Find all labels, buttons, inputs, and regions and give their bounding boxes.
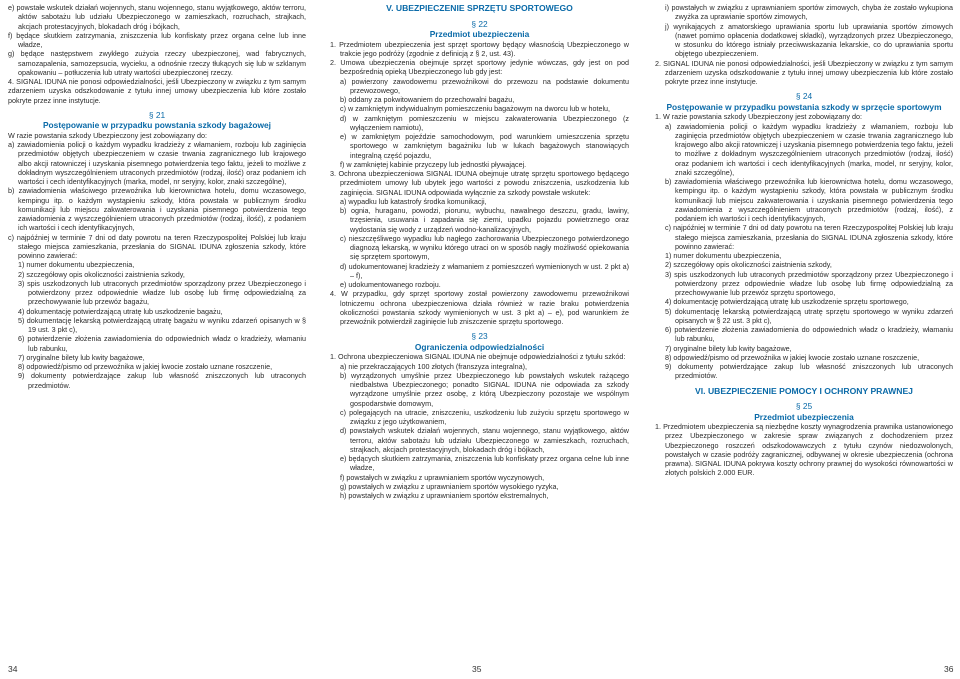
list-item: 7) oryginalne bilety lub kwity bagażowe,	[18, 352, 145, 362]
section-heading: Postępowanie w przypadku powstania szkody bagażowej	[42, 120, 272, 131]
list-item: 4) dokumentację potwierdzającą utratę lub uszkodzenie bagażu,	[18, 306, 223, 316]
list-item: 6) potwierdzenie złożenia zawiadomienia do odpowiednich władz o kradzieży, włamaniu lub rabunku,	[18, 334, 306, 353]
list-item: a) wypadku lub katastrofy środka komunikacji,	[340, 196, 487, 206]
list-item: c) polegających na utracie, zniszczeniu, uszkodzeniu lub zużyciu sprzętu sportowego w związku z jego użytkowaniem,	[340, 407, 629, 426]
list-item: 8) odpowiedź/pismo od przewoźnika w jakiej kwocie zostało uznane roszczenie,	[665, 352, 920, 362]
section-number: § 25	[795, 401, 813, 411]
list-item: d) powstałych wskutek działań wojennych, stanu wojennego, stanu wyjątkowego, aktów terroru, aktów sabotażu lub udziału Ubezpieczonego w zamieszkach, rozruchach, strajkach, akcjach protestacyjnych, blokadach dróg i bójkach,	[340, 426, 629, 454]
list-item: a) zawiadomienia policji o każdym wypadku kradzieży z włamaniem, rozboju lub zaginięcia przedmiotów objętych ubezpieczeniem w czasie trwania zagranicznego lub krajowego albo akcji ratowniczej i uzyskania pisemnego potwierdzenia tego faktu, jeżeli to możliwe z dokładnym wyszczególnieniem utraconych przedmiotów (rodzaj, ilość) oraz podaniem ich wartości i cech identyfikacyjnych (marka, model, nr seryjny, kolor, znaki szczególne),	[665, 121, 953, 177]
list-item: 1. W razie powstania szkody Ubezpieczony jest zobowiązany do:	[655, 112, 862, 122]
list-item: 6) potwierdzenie złożenia zawiadomienia do odpowiednich władz o kradzieży, włamaniu lub rabunku,	[665, 325, 953, 344]
list-item: d) udokumentowanej kradzieży z włamaniem z pomieszczeń wymienionych w ust. 2 pkt a) – f),	[340, 261, 629, 280]
list-item: f) będące skutkiem zatrzymania, zniszczenia lub konfiskaty przez organa celne lub inne władze,	[8, 30, 306, 49]
list-item: e) udokumentowanego rozboju.	[340, 280, 441, 289]
list-item: 7) oryginalne bilety lub kwity bagażowe,	[665, 343, 792, 353]
section-number: § 23	[471, 331, 488, 342]
list-item: a) nie przekraczających 100 złotych (franszyza integralna),	[340, 361, 527, 371]
list-item: 4. W przypadku, gdy sprzęt sportowy został powierzony zawodowemu przewoźnikowi lotniczemu ochrona ubezpieczeniowa działa również w razie braku potwierdzenia okoliczności powstania szkody wymienionych w ust. 3 pkt a) – e), pod warunkiem że przewoźnik potwierdził zaginięcie lub zniszczenie sprzętu sportowego.	[330, 289, 629, 326]
list-item: c) nieszczęśliwego wypadku lub nagłego zachorowania Ubezpieczonego potwierdzonego diagnozą lekarską, w wyniku którego utraci on w sposób nagły możliwość opiekowania się sprzętem sportowym,	[340, 233, 629, 262]
list-item: a) zawiadomienia policji o każdym wypadku kradzieży z włamaniem, rozboju lub zaginięcia przedmiotów objętych ubezpieczeniem w czasie trwania zagranicznego lub krajowego albo akcji ratowniczej i uzyskania pisemnego potwierdzenia tego faktu, jeżeli to możliwe z dokładnym wyszczególnieniem utraconych przedmiotów (rodzaj, ilość) oraz podaniem ich wartości i cech identyfikacyjnych (marka, model, nr seryjny, kolor, znaki szczególne),	[8, 140, 306, 186]
list-item: 9) dokumenty potwierdzające zakup lub własność zniszczonych lub utraconych przedmiotów.	[665, 362, 953, 381]
list-item: 5) dokumentację lekarską potwierdzającą utratę bagażu w wyniku zdarzeń opisanych w § 19 ust. 3 pkt c),	[18, 315, 306, 334]
section-heading: Przedmiot ubezpieczenia	[754, 411, 854, 422]
list-item: i) powstałych w związku z uprawnianiem sportów zimowych, chyba że zostało wykupiona zwyżka za uprawianie sportów zimowych,	[665, 3, 953, 22]
list-item: e) będących skutkiem zatrzymania, zniszczenia lub konfiskaty przez organa celne lub inne władze,	[340, 454, 629, 473]
list-item: g) powstałych w związku z uprawnianiem sportów wysokiego ryzyka,	[340, 481, 559, 491]
column-middle	[330, 3, 629, 500]
list-item: 2) szczegółowy opis okoliczności zaistnienia szkody,	[18, 269, 185, 279]
section-number: § 24	[795, 91, 813, 102]
section-heading: Przedmiot ubezpieczenia	[429, 29, 530, 39]
section-number: § 22	[471, 18, 488, 29]
list-item: b) zawiadomienia właściwego przewoźnika lub kierownictwa hotelu, domu wczasowego, kempingu itp. o każdym wystąpieniu szkody, która powstała w publicznym środku komunikacji lub miejscu zakwaterowania i uzyskania pisemnego potwierdzenia tego zawiadomienia z wyszczególnieniem utraconych przedmiotów (rodzaj, ilość), z podaniem ich wartości i cech identyfikacyjnych,	[665, 177, 953, 223]
column-right	[655, 3, 953, 478]
list-item: 1) numer dokumentu ubezpieczenia,	[665, 251, 782, 260]
list-item: b) ognia, huraganu, powodzi, piorunu, wybuchu, nawalnego deszczu, gradu, lawiny, trzęsienia, usuwania i zapadania się ziemi, upadku pojazdu powietrznego oraz wydostania się wody z urządzeń wodno-kanalizacyjnych,	[340, 206, 629, 234]
section-heading: Ograniczenia odpowiedzialności	[414, 341, 545, 352]
list-item: h) powstałych w związku z uprawnianiem sportów ekstremalnych,	[340, 491, 549, 500]
list-item: 2) szczegółowy opis okoliczności zaistnienia szkody,	[665, 260, 832, 270]
section-number: § 21	[148, 109, 166, 120]
list-item: b) zawiadomienia właściwego przewoźnika lub kierownictwa hotelu, domu wczasowego, kempingu itp. o każdym wystąpieniu szkody, która powstała w publicznym środku komunikacji lub miejscu zakwaterowania i uzyskania pisemnego potwierdzenia tego zawiadomienia z wyszczególnieniem utraconych przedmiotów (rodzaj, ilość), z podaniem ich wartości i cech identyfikacyjnych,	[8, 186, 306, 233]
list-item: c) najpóźniej w terminie 7 dni od daty powrotu na teren Rzeczypospolitej Polskiej lub kraju stałego miejsca zamieszkania, przesłania do SIGNAL IDUNA zgłoszenia szkody, które powinno zawierać:	[8, 232, 306, 260]
list-item: a) powierzony zawodowemu przewoźnikowi do przewozu na podstawie dokumentu przewozowego,	[340, 76, 629, 95]
list-item: d) w zamkniętym pomieszczeniu w miejscu zakwaterowania Ubezpieczonego (z wyłączeniem namiotu),	[340, 113, 629, 132]
list-item: 1. Przedmiotem ubezpieczenia jest sprzęt sportowy będący własnością Ubezpieczonego w trakcie jego podróży (zgodnie z definicją z § 2, ust. 43).	[330, 39, 629, 58]
list-item: j) wynikających z amatorskiego uprawiania sportu lub uprawiania sportów zimowych (nawet pomimo opłacenia dodatkowej składki), wyrządzonych przez Ubezpieczonego, w stosunku do którego istniały przeciwwskazania lekarskie, co do uprawiania sportu objętego ubezpieczeniem.	[665, 21, 953, 59]
list-item: b) oddany za pokwitowaniem do przechowalni bagażu,	[340, 95, 515, 104]
list-item: e) powstałe wskutek działań wojennych, stanu wojennego, stanu wyjątkowego, aktów terroru, aktów sabotażu lub udziału Ubezpieczonego w zamieszkach, rozruchach, strajkach, akcjach protestacyjnych, blokadach dróg i bójkach,	[8, 3, 306, 31]
list-item: 2. Umowa ubezpieczenia obejmuje sprzęt sportowy jedynie wówczas, gdy jest on pod bezpośrednią opieką Ubezpieczonego lub gdy jest:	[330, 58, 629, 77]
chapter-heading: VI. UBEZPIECZENIE POMOCY I OCHRONY PRAWNEJ	[695, 385, 913, 396]
section-heading: Postępowanie w przypadku powstania szkody w sprzęcie sportowym	[666, 101, 942, 112]
list-item: f) w zamkniętej kabinie przyczepy lub jednostki pływającej.	[340, 159, 527, 169]
page-number-right: 36	[944, 664, 954, 674]
paragraph: 4. SIGNAL IDUNA nie ponosi odpowiedzialności, jeśli Ubezpieczony w związku z tym samym zdarzeniem uzyska odszkodowanie z tytułu innej umowy ubezpieczenia lub które zostało pokryte przez inne instytucje.	[8, 77, 306, 105]
list-item: 3) spis uszkodzonych lub utraconych przedmiotów sporządzony przez Ubezpieczonego i potwierdzony przez odpowiednie władze lub osobę lub firmę odpowiedzialną za przechowywanie lub przewóz sprzętu sportowego,	[665, 269, 953, 297]
page-number-left: 34	[8, 664, 18, 674]
list-item: f) powstałych w związku z uprawnianiem sportów wyczynowych,	[340, 472, 545, 482]
list-item: 1. Przedmiotem ubezpieczenia są niezbędne koszty wynagrodzenia prawnika ustanowionego przez Ubezpieczonego w zakresie spraw związanych z dochodzeniem przez Ubezpieczonego roszczeń odszkodowawczych z tytułu czynów niedozwolonych, powstałych w czasie podróży zagranicznej, odbywanej w okresie ubezpieczenia (ochrona prawna). SIGNAL IDUNA pokrywa koszty ochrony prawnej do wysokości równowartości w złotych polskich 2.000 EUR.	[655, 422, 953, 478]
list-item: 1. Ochrona ubezpieczeniowa SIGNAL IDUNA nie obejmuje odpowiedzialności z tytułu szkód:	[330, 352, 626, 362]
page-number-middle: 35	[472, 664, 482, 674]
column-left	[8, 3, 306, 390]
paragraph: W razie powstania szkody Ubezpieczony jest zobowiązany do:	[8, 130, 207, 140]
list-item: 2. SIGNAL IDUNA nie ponosi odpowiedzialności, jeśli Ubezpieczony w związku z tym samym zdarzeniem uzyska odszkodowanie z tytułu innej umowy ubezpieczenia lub które zostało pokryte przez inne instytucje.	[655, 58, 953, 86]
list-item: 1) numer dokumentu ubezpieczenia,	[18, 260, 135, 270]
list-item: 4) dokumentację potwierdzającą utratę lub uszkodzenie sprzętu sportowego,	[665, 297, 909, 307]
list-item: e) w zamkniętym pojeździe samochodowym, pod warunkiem umieszczenia sprzętu sportowego w zamkniętym bagażniku lub w lukach bagażowych stanowiących integralną część pojazdu,	[340, 132, 629, 160]
list-item: b) wyrządzonych umyślnie przez Ubezpieczonego lub powstałych wskutek rażącego niedbalstwa Ubezpieczonego; ponadto SIGNAL IDUNA nie odpowiada za szkody wyrządzone umyślnie przez osobę, z którą Ubezpieczony pozostaje we wspólnym gospodarstwie domowym,	[340, 370, 629, 408]
list-item: c) najpóźniej w terminie 7 dni od daty powrotu na teren Rzeczypospolitej Polskiej lub kraju stałego miejsca zamieszkania, przesłania do SIGNAL IDUNA zgłoszenia szkody, które powinno zawierać:	[665, 223, 953, 251]
list-item: c) w zamkniętym indywidualnym pomieszczeniu bagażowym na dworcu lub w hotelu,	[340, 104, 611, 114]
list-item: 3. Ochrona ubezpieczeniowa SIGNAL IDUNA obejmuje utratę sprzętu sportowego będącego przedmiotem umowy lub ubytek jego wartości z powodu zniszczenia, uszkodzenia lub zaginięcia. SIGNAL IDUNA odpowiada wyłącznie za szkody powstałe wskutek:	[330, 169, 629, 197]
list-item: g) będące następstwem zwykłego zużycia rzeczy ubezpieczonej, wad fabrycznych, samozapalenia, samozepsucia, wycieku, a odnośnie rzeczy tłukących się lub w szklanym opakowaniu – potłuczenia lub utraty wartości ubezpieczonej rzeczy.	[8, 49, 306, 77]
chapter-heading: V. UBEZPIECZENIE SPRZĘTU SPORTOWEGO	[386, 3, 573, 13]
list-item: 3) spis uszkodzonych lub utraconych przedmiotów sporządzony przez Ubezpieczonego i potwierdzony przez odpowiednie władze lub osobę lub firmę odpowiedzialną za przechowywanie lub przewóz bagażu,	[18, 278, 306, 307]
list-item: 5) dokumentację lekarską potwierdzającą utratę sprzętu sportowego w wyniku zdarzeń opisanych w § 22 ust. 3 pkt c),	[665, 306, 953, 325]
list-item: 8) odpowiedź/pismo od przewoźnika w jakiej kwocie zostało uznane roszczenie,	[18, 362, 273, 371]
list-item: 9) dokumenty potwierdzające zakup lub własność zniszczonych lub utraconych przedmiotów.	[18, 371, 306, 390]
